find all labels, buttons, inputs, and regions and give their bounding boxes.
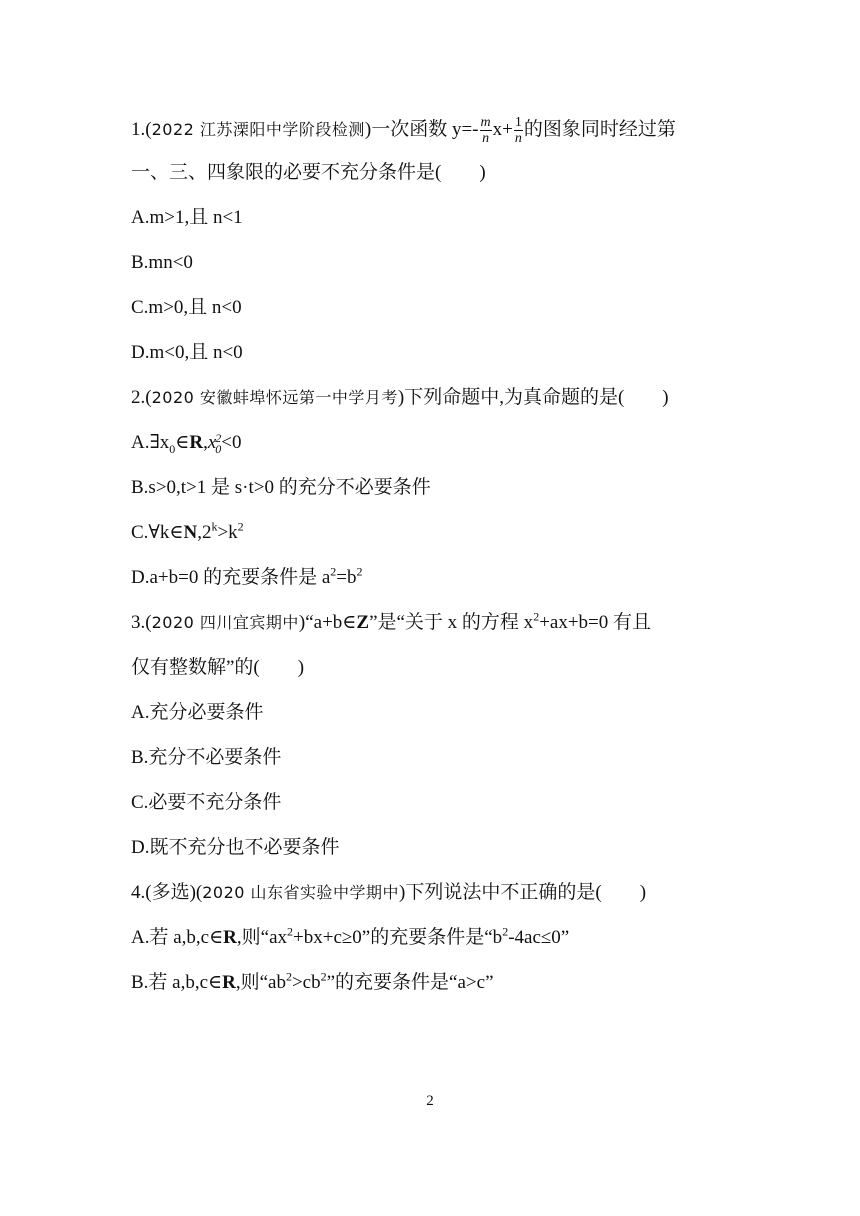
q2-a-post: <0 bbox=[221, 432, 242, 453]
q1-option-a: A.m>1,且 n<1 bbox=[131, 207, 243, 228]
q1-fraction-1-over-n bbox=[514, 115, 523, 146]
q2-option-d bbox=[131, 565, 363, 591]
q4-a-pre: A.若 a,b,c∈ bbox=[131, 927, 224, 948]
q2-a-comma: , bbox=[203, 432, 208, 453]
q1-fraction-m-over-n bbox=[480, 115, 492, 146]
q2-a-sub2: 0 bbox=[215, 441, 222, 456]
q1-number: 1.( bbox=[131, 118, 152, 140]
q4-a-post: -4ac≤0” bbox=[508, 927, 570, 948]
q2-a-pre: A.∃x bbox=[131, 432, 170, 453]
q2-option-c bbox=[131, 520, 244, 546]
q4-option-b bbox=[131, 970, 494, 996]
q4-a-mid: ,则“ax bbox=[236, 927, 288, 948]
q4-source: 2020 山东省实验中学期中 bbox=[202, 883, 400, 902]
q3-stem-b: ”是“关于 x 的方程 x bbox=[369, 612, 534, 633]
q2-a-sub: 0 bbox=[169, 441, 176, 456]
q2-a-sup: 2 bbox=[215, 430, 222, 445]
q2-d-sup2: 2 bbox=[356, 564, 363, 579]
q4-a-sup: 2 bbox=[287, 924, 294, 939]
q1-option-b: B.mn<0 bbox=[131, 252, 193, 273]
q1-frac2-denominator: n bbox=[514, 131, 522, 146]
q2-number: 2.( bbox=[131, 387, 152, 408]
q2-option-b: B.s>0,t>1 是 s·t>0 的充分不必要条件 bbox=[131, 477, 431, 498]
q2-c-sup: k bbox=[211, 519, 218, 534]
q2-option-a bbox=[131, 430, 242, 456]
q1-frac1-denominator: n bbox=[482, 131, 490, 146]
q4-b-pre: B.若 a,b,c∈ bbox=[131, 972, 223, 993]
q4-a-mid2: +bx+c≥0”的充要条件是“b bbox=[293, 927, 503, 948]
q4-b-mid: ,则“ab bbox=[235, 972, 286, 993]
page-number: 2 bbox=[426, 1093, 434, 1109]
q4-a-sup2: 2 bbox=[502, 924, 509, 939]
q1-stem-c: 的图象同时经过第 bbox=[523, 118, 676, 140]
q2-d-mid: =b bbox=[336, 567, 357, 588]
q4-b-sup2: 2 bbox=[320, 969, 327, 984]
q4-option-a bbox=[131, 925, 569, 951]
q2-a-in: ∈ bbox=[175, 432, 190, 453]
q2-d-pre: D.a+b=0 的充要条件是 a bbox=[131, 567, 331, 588]
q2-c-mid2: >k bbox=[217, 522, 238, 543]
q4-number: 4.(多选)( bbox=[131, 882, 203, 903]
q2-stem bbox=[131, 385, 669, 411]
q4-b-post: ”的充要条件是“a>c” bbox=[326, 972, 494, 993]
q3-stem-set: Z bbox=[356, 612, 370, 633]
q2-source: 2020 安徽蚌埠怀远第一中学月考 bbox=[151, 388, 398, 407]
q3-option-b: B.充分不必要条件 bbox=[131, 747, 282, 768]
q2-c-pre: C.∀k∈ bbox=[131, 522, 184, 543]
q2-stem-text: )下列命题中,为真命题的是( ) bbox=[397, 387, 669, 408]
q3-stem-line2: 仅有整数解”的( ) bbox=[131, 657, 305, 678]
q2-a-set: R bbox=[189, 432, 204, 453]
q2-c-set: N bbox=[183, 522, 198, 543]
q1-frac1-numerator: m bbox=[480, 115, 491, 130]
q3-stem-line1 bbox=[131, 610, 651, 636]
q3-stem-c: +ax+b=0 有且 bbox=[539, 612, 652, 633]
q1-source: 2022 江苏溧阳中学阶段检测 bbox=[151, 119, 365, 139]
q3-stem-a: )“a+b∈ bbox=[298, 612, 357, 633]
q1-stem-b: x+ bbox=[492, 118, 513, 140]
q2-a-x: x bbox=[207, 432, 217, 453]
q1-stem-a: )一次函数 y=- bbox=[364, 118, 479, 140]
q3-option-c: C.必要不充分条件 bbox=[131, 792, 282, 813]
q1-option-d: D.m<0,且 n<0 bbox=[131, 342, 243, 363]
q4-b-sup: 2 bbox=[285, 969, 292, 984]
q3-stem-sup: 2 bbox=[533, 609, 540, 624]
q4-stem-text: )下列说法中不正确的是( ) bbox=[399, 882, 647, 903]
q3-option-d: D.既不充分也不必要条件 bbox=[131, 837, 340, 858]
q3-number: 3.( bbox=[131, 612, 152, 633]
q4-stem bbox=[131, 880, 646, 906]
q1-stem-line2: 一、三、四象限的必要不充分条件是( ) bbox=[131, 162, 486, 183]
q4-b-set: R bbox=[222, 972, 236, 993]
q2-c-mid: ,2 bbox=[197, 522, 212, 543]
q4-b-mid2: >cb bbox=[291, 972, 321, 993]
q3-option-a: A.充分必要条件 bbox=[131, 702, 264, 723]
q2-c-sup2: 2 bbox=[237, 519, 244, 534]
q2-d-sup: 2 bbox=[330, 564, 337, 579]
q3-source: 2020 四川宜宾期中 bbox=[151, 613, 299, 632]
q1-stem-line1 bbox=[131, 115, 676, 146]
q4-a-set: R bbox=[223, 927, 237, 948]
q1-frac2-numerator: 1 bbox=[514, 115, 522, 130]
q1-option-c: C.m>0,且 n<0 bbox=[131, 297, 242, 318]
